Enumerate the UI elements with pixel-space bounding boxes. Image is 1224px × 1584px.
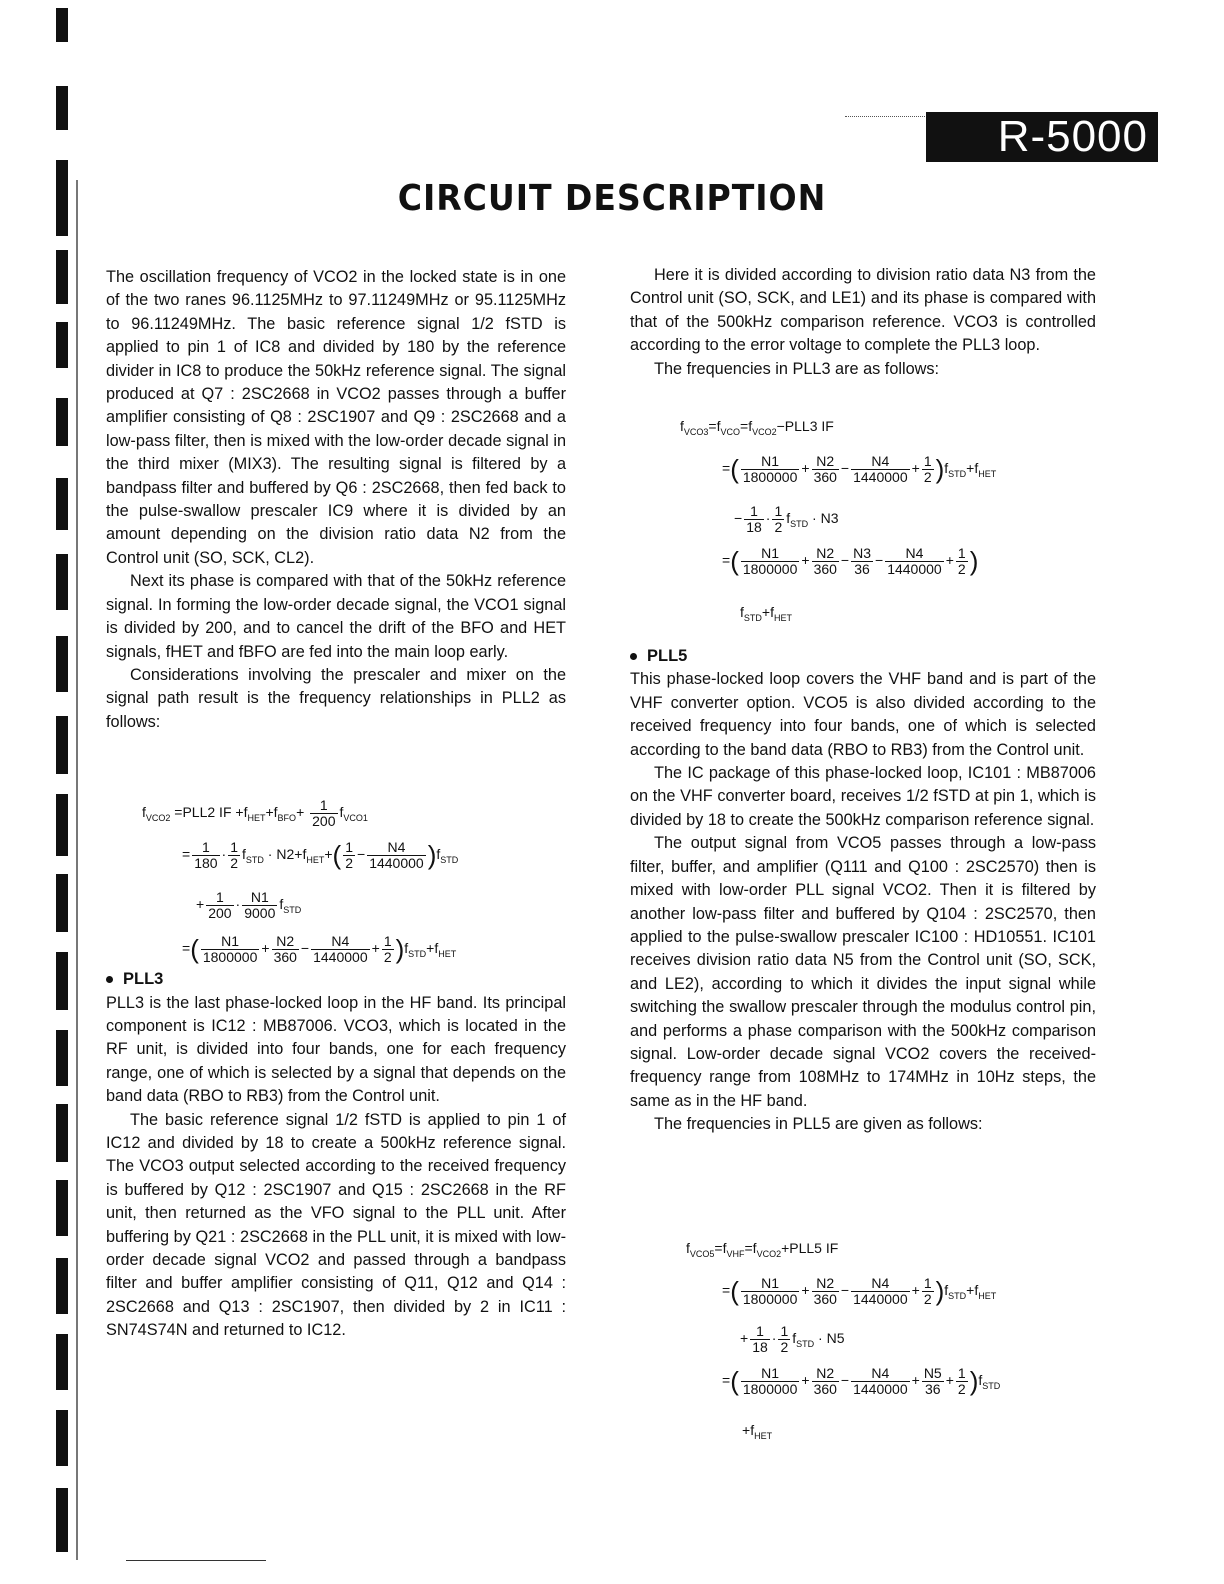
- binding-mark: [56, 1410, 68, 1466]
- binding-mark: [56, 952, 68, 1010]
- paragraph: Here it is divided according to division ratio data N3 from the Control unit (SO, SCK, and LE1) and its phase is compared with that of the 500kHz comparison reference. VCO3 is controlled according to the error voltage to complete the PLL3 loop.: [630, 266, 1096, 355]
- equation-pll3-line4: =( $\frac{N1}{1800000}$ + $\frac{N2}{360}$ − $\frac{N3}{36}$ − $\frac{N4}{1440000}$ + $\frac{1}{2}$ ): [722, 545, 979, 577]
- paragraph: Next its phase is compared with that of the 50kHz reference signal. In forming the low-order decade signal, the VCO1 signal is divided by 200, and to cancel the drift of the BFO and HET signals, fHET and fBFO are fed into the main loop early.: [106, 572, 566, 661]
- binding-edge: [0, 0, 92, 1584]
- scan-noise: [76, 180, 78, 1560]
- page-title: CIRCUIT DESCRIPTION: [397, 178, 827, 219]
- binding-mark: [56, 478, 68, 530]
- binding-mark: [56, 322, 68, 368]
- paragraph: The output signal from VCO5 passes through a low-pass filter, buffer, and amplifier (Q111 and Q100 : 2SC2570) then is mixed with low-order PLL signal VCO2. Then it is filtered by another low-pass filter and buffered by Q104 : 2SC2570, then applied to the pulse-swallow prescaler IC100 : HD10551. IC101 receives division ratio data N5 from the Control unit (SO, SCK, and LE2), according to which it divides the input signal while switching the swallow prescaler through the modulus control pin, and performs a phase comparison with the 500kHz comparison signal. Low-order decade signal VCO2 covers the received-frequency range from 108MHz to 174MHz in 10Hz steps, the same as in the HF band.: [630, 834, 1096, 1110]
- equation-pll3-line1: $f_{VCO3}=f_{VCO}=f_{VCO2}-PLL3$ IF: [680, 418, 834, 437]
- paragraph: The basic reference signal 1/2 fSTD is applied to pin 1 of IC12 and divided by 18 to create a 500kHz reference signal. The VCO3 output selected according to the received frequency is buffered by Q12 : 2SC1907 and Q15 : 2SC2668 in the RF unit, then returned as the VFO signal to the PLL unit. After buffering by Q21 : 2SC2668 in the PLL unit, it is mixed with low-order decade signal VCO2 and passed through a bandpass filter and buffer amplifier consisting of Q11, Q12 and Q14 : 2SC2668 and Q13 : 2SC1907, then divided by 2 in IC11 : SN74S74N and returned to IC12.: [106, 1110, 566, 1340]
- equation-pll3-line3: − $\frac{1}{18}$ · $\frac{1}{2}$ $f_{STD} \cdot N3$: [734, 503, 839, 535]
- equation-pll5-line3: + $\frac{1}{18}$ · $\frac{1}{2}$ $f_{STD} \cdot N5$: [740, 1323, 845, 1355]
- binding-mark: [56, 250, 68, 304]
- model-logo: R-5000: [926, 112, 1158, 162]
- bullet-icon: [106, 976, 113, 983]
- binding-mark: [56, 1104, 68, 1162]
- paragraph: The frequencies in PLL3 are as follows:: [654, 359, 940, 378]
- bullet-icon: [630, 653, 637, 660]
- binding-mark: [56, 874, 68, 932]
- equation-pll5-line1: $f_{VCO5}=f_{VHF}=f_{VCO2}+PLL5$ IF: [686, 1240, 839, 1259]
- equation-pll2-line1: $f_{VCO2} =PLL2$ IF $+f_{HET}+f_{BFO}+$ $\frac{1}{200}$ $f_{VCO1}$: [142, 797, 368, 829]
- binding-mark: [56, 86, 68, 130]
- binding-mark: [56, 1488, 68, 1552]
- binding-mark: [56, 8, 68, 42]
- logo-leader-line: [845, 116, 925, 117]
- binding-mark: [56, 398, 68, 446]
- equation-pll2-line2: = $\frac{1}{180}$ · $\frac{1}{2}$ $f_{STD} \cdot N2+f_{HET}+$( $\frac{1}{2}$ − $\frac{N4}{1440000}$ )$f_{STD}$: [182, 839, 459, 871]
- paragraph: The IC package of this phase-locked loop, IC101 : MB87006 on the VHF converter board, receives 1/2 fSTD at pin 1, which is divided by 18 to create the 500kHz comparison reference signal.: [630, 764, 1096, 829]
- binding-mark: [56, 636, 68, 692]
- paragraph: This phase-locked loop covers the VHF band and is part of the VHF converter option. VCO5 is also divided according to the received frequency into four bands, one of which is selected according to the band data (RBO to RB3) from the Control unit.: [630, 670, 1096, 759]
- paragraph: The frequencies in PLL5 are given as follows:: [654, 1115, 983, 1134]
- binding-mark: [56, 1180, 68, 1236]
- equation-pll5-line4: =( $\frac{N1}{1800000}$ + $\frac{N2}{360}$ − $\frac{N4}{1440000}$ + $\frac{N5}{36}$ + $\frac{1}{2}$ )$f_{STD}$: [722, 1365, 1001, 1397]
- equation-pll5-line5: $+f_{HET}$: [742, 1422, 773, 1441]
- equation-pll5-line2: =( $\frac{N1}{1800000}$ + $\frac{N2}{360}$ − $\frac{N4}{1440000}$ + $\frac{1}{2}$ )$f_{STD}+f_{HET}$: [722, 1275, 997, 1307]
- paragraph: The oscillation frequency of VCO2 in the locked state is in one of the two ranes 96.1125MHz to 97.11249MHz or 95.1125MHz to 96.11249MHz. The basic reference signal 1/2 fSTD is applied to pin 1 of IC8 and divided by 180 by the reference divider in IC8 to produce the 50kHz reference signal. The signal produced at Q7 : 2SC2668 in VCO2 passes through a buffer amplifier consisting of Q8 : 2SC1907 and Q9 : 2SC2668 and a low-pass filter, then is mixed with the low-order decade signal in the third mixer (MIX3). The resulting signal is filtered by a bandpass filter and buffered by Q6 : 2SC2668, then fed back to the pulse-swallow prescaler IC9 where it is divided by an amount depending on the division ratio data N2 from the Control unit (SO, SCK, CL2).: [106, 268, 566, 567]
- binding-mark: [56, 554, 68, 610]
- equation-pll3-line5: $f_{STD}+f_{HET}$: [740, 604, 792, 623]
- section-heading-pll3: PLL3: [106, 968, 566, 991]
- paragraph: Considerations involving the prescaler and mixer on the signal path result is the frequency relationships in PLL2 as follows:: [106, 665, 566, 731]
- paragraph: PLL3 is the last phase-locked loop in the HF band. Its principal component is IC12 : MB87006. VCO3, which is located in the RF unit, is divided into four bands, one for each frequency range, one of which is selected by a signal that depends on the band data (RBO to RB3) from the Control unit.: [106, 993, 566, 1106]
- equation-pll3-line2: =( $\frac{N1}{1800000}$ + $\frac{N2}{360}$ − $\frac{N4}{1440000}$ + $\frac{1}{2}$ )$f_{STD}+f_{HET}$: [722, 453, 997, 485]
- binding-mark: [56, 716, 68, 774]
- right-column: [630, 264, 1096, 1137]
- footer-rule: [126, 1560, 266, 1561]
- section-heading-pll5: PLL5: [630, 645, 1096, 668]
- binding-mark: [56, 1030, 68, 1086]
- binding-mark: [56, 794, 68, 856]
- equation-pll2-line3: + $\frac{1}{200}$ · $\frac{N1}{9000}$ $f_{STD}$: [196, 889, 302, 921]
- equation-pll2-line4: =( $\frac{N1}{1800000}$ + $\frac{N2}{360}$ − $\frac{N4}{1440000}$ + $\frac{1}{2}$ )$f_{STD}+f_{HET}$: [182, 933, 457, 965]
- binding-mark: [56, 1258, 68, 1314]
- binding-mark: [56, 1334, 68, 1390]
